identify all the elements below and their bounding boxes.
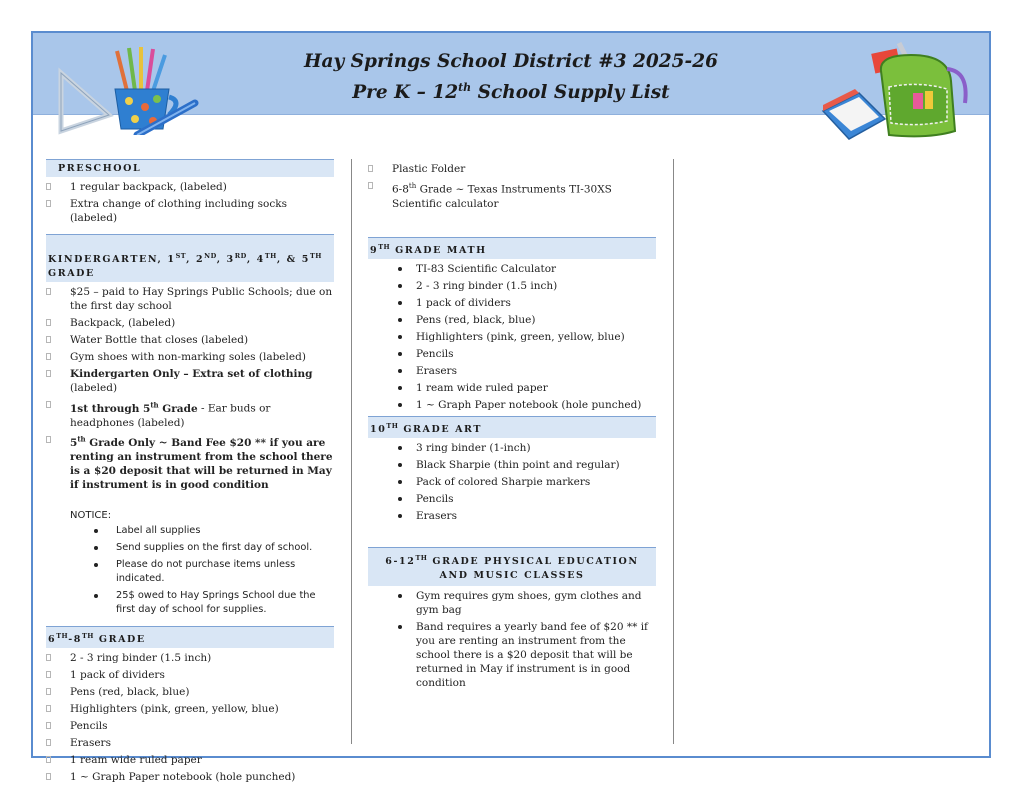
list-item: 1 ream wide ruled paper bbox=[368, 381, 656, 395]
title-line-1: Hay Springs School District #3 2025-26 bbox=[304, 51, 718, 72]
list-item: Extra change of clothing including socks (labeled) bbox=[46, 197, 334, 225]
list-item: 2 - 3 ring binder (1.5 inch) bbox=[46, 651, 334, 665]
list-item: Pencils bbox=[368, 492, 656, 506]
list-item: Pencils bbox=[46, 719, 334, 733]
list-item: 1 ~ Graph Paper notebook (hole punched) bbox=[368, 398, 656, 412]
pencil-cup-clipart bbox=[57, 43, 202, 135]
list-item: 1 ream wide ruled paper bbox=[46, 753, 334, 767]
list-item: 5th Grade Only ~ Band Fee $20 ** if you are renting an instrument from the school there is a $20 deposit that will be returned in May if instrument is in good condition bbox=[46, 433, 334, 493]
pe-music-list bbox=[368, 589, 656, 690]
preschool-list bbox=[46, 180, 334, 225]
notice-list bbox=[46, 524, 334, 617]
list-item: Erasers bbox=[368, 364, 656, 378]
list-item: TI-83 Scientific Calculator bbox=[368, 262, 656, 276]
list-item: Send supplies on the first day of school. bbox=[46, 541, 334, 555]
title-line-2: Pre K – 12th School Supply List bbox=[352, 81, 670, 104]
backpack-books-clipart bbox=[819, 41, 971, 141]
list-item: Black Sharpie (thin point and regular) bbox=[368, 458, 656, 472]
list-item: Pack of colored Sharpie markers bbox=[368, 475, 656, 489]
list-item: Please do not purchase items unless indicated. bbox=[46, 558, 334, 586]
list-item: Pens (red, black, blue) bbox=[46, 685, 334, 699]
list-item: Highlighters (pink, green, yellow, blue) bbox=[368, 330, 656, 344]
list-item: 1st through 5th Grade - Ear buds or headphones (labeled) bbox=[46, 398, 334, 430]
grade-10-art-list bbox=[368, 441, 656, 523]
list-item: 25$ owed to Hay Springs School due the first day of school for supplies. bbox=[46, 589, 334, 617]
grade-6-8-list bbox=[46, 651, 334, 784]
list-item: Gym shoes with non-marking soles (labeled) bbox=[46, 350, 334, 364]
column-middle bbox=[368, 159, 656, 693]
page-frame bbox=[31, 31, 991, 784]
column-divider-2 bbox=[673, 159, 674, 744]
list-item: Label all supplies bbox=[46, 524, 334, 538]
list-item: Backpack, (labeled) bbox=[46, 316, 334, 330]
section-grade-6-8-heading: 6TH-8TH GRADE bbox=[46, 626, 334, 648]
list-item: 3 ring binder (1-inch) bbox=[368, 441, 656, 455]
list-item: Highlighters (pink, green, yellow, blue) bbox=[46, 702, 334, 716]
section-grade-9-math-heading: 9TH GRADE MATH bbox=[368, 237, 656, 259]
notice-title: NOTICE: bbox=[70, 510, 112, 522]
column-left bbox=[46, 159, 334, 787]
list-item: Erasers bbox=[46, 736, 334, 750]
grade-9-math-list bbox=[368, 262, 656, 412]
list-item: Pens (red, black, blue) bbox=[368, 313, 656, 327]
list-item: Plastic Folder bbox=[368, 162, 656, 176]
section-pe-music-heading: 6-12TH GRADE PHYSICAL EDUCATION AND MUSIC CLASSES bbox=[368, 547, 656, 586]
section-grade-10-art-heading: 10TH GRADE ART bbox=[368, 416, 656, 438]
list-item: 2 - 3 ring binder (1.5 inch) bbox=[368, 279, 656, 293]
list-item: 1 pack of dividers bbox=[46, 668, 334, 682]
list-item: Gym requires gym shoes, gym clothes and gym bag bbox=[368, 589, 656, 617]
list-item: Pencils bbox=[368, 347, 656, 361]
list-item: 1 regular backpack, (labeled) bbox=[46, 180, 334, 194]
list-item: 1 pack of dividers bbox=[368, 296, 656, 310]
list-item: Water Bottle that closes (labeled) bbox=[46, 333, 334, 347]
list-item: $25 – paid to Hay Springs Public Schools; due on the first day school bbox=[46, 285, 334, 313]
list-item: Erasers bbox=[368, 509, 656, 523]
kindergarten-list bbox=[46, 285, 334, 492]
grade-6-8-continued-list bbox=[368, 162, 656, 211]
section-preschool-heading: PRESCHOOL bbox=[46, 159, 334, 177]
list-item: 6-8th Grade ~ Texas Instruments TI-30XS Scientific calculator bbox=[368, 179, 656, 211]
list-item: Band requires a yearly band fee of $20 ** if you are renting an instrument from the school there is a $20 deposit that will be returned in May if instrument is in good condition bbox=[368, 620, 656, 690]
header-banner bbox=[33, 33, 989, 115]
section-kindergarten-heading: KINDERGARTEN, 1ST, 2ND, 3RD, 4TH, & 5TH GRADE bbox=[46, 234, 334, 282]
list-item: 1 ~ Graph Paper notebook (hole punched) bbox=[46, 770, 334, 784]
list-item: Kindergarten Only – Extra set of clothing (labeled) bbox=[46, 367, 334, 395]
column-divider-1 bbox=[351, 159, 352, 744]
